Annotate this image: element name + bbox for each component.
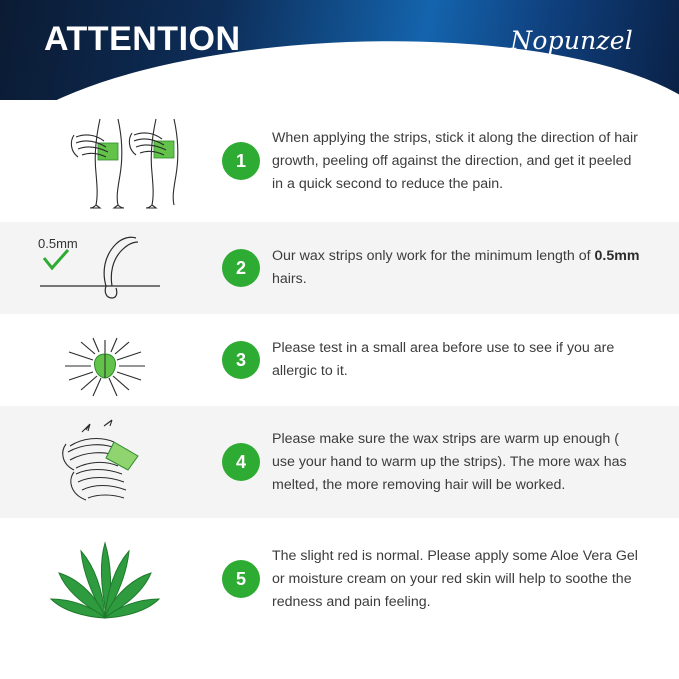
list-item [0,314,679,406]
step-2-text [272,245,659,291]
aloe-vera-icon [35,529,175,629]
step-3-icon-cell [0,314,210,406]
step-5-icon-cell [0,518,210,640]
step-4-text: Please make sure the wax strips are warm up enough ( use your hand to warm up the strips). The more wax has melted, the more removing hair will be worked. [272,430,627,493]
hair-length-icon [30,228,180,308]
step-3-text: Please test in a small area before use to see if you are allergic to it. [272,340,615,379]
status-badge: 1 [222,142,260,180]
step-5-number-cell [210,560,272,598]
list-item [0,518,679,640]
step-4-number-cell [210,443,272,481]
list-item [0,406,679,518]
list-item [0,222,679,314]
step-2-number-cell [210,249,272,287]
patch-test-icon [35,320,175,400]
step-2-text-after: hairs. [272,271,307,287]
status-badge: 5 [222,560,260,598]
step-2-text-before: Our wax strips only work for the minimum length of [272,248,595,264]
status-badge: 3 [222,341,260,379]
status-badge: 2 [222,249,260,287]
status-badge: 4 [222,443,260,481]
step-4-icon-cell [0,406,210,518]
step-2-text-bold: 0.5mm [594,248,640,264]
brand-logo: Nopunzel [510,26,633,55]
step-5-text: The slight red is normal. Please apply some Aloe Vera Gel or moisture cream on your red skin will help to soothe the redness and pain feeling. [272,547,638,610]
page-header [0,0,679,100]
step-1-icon-cell [0,100,210,222]
step-1-text: When applying the strips, stick it along the direction of hair growth, peeling off against the direction, and get it peeled in a quick second to reduce the pain. [272,129,638,192]
step-1-number-cell [210,142,272,180]
legs-waxing-icon [30,111,180,211]
warm-strip-hands-icon [30,412,180,512]
list-item [0,100,679,222]
hair-length-label: 0.5mm [38,236,78,251]
steps-list [0,100,679,640]
step-2-icon-cell [0,222,210,314]
page-title: ATTENTION [44,20,241,58]
step-3-number-cell [210,341,272,379]
